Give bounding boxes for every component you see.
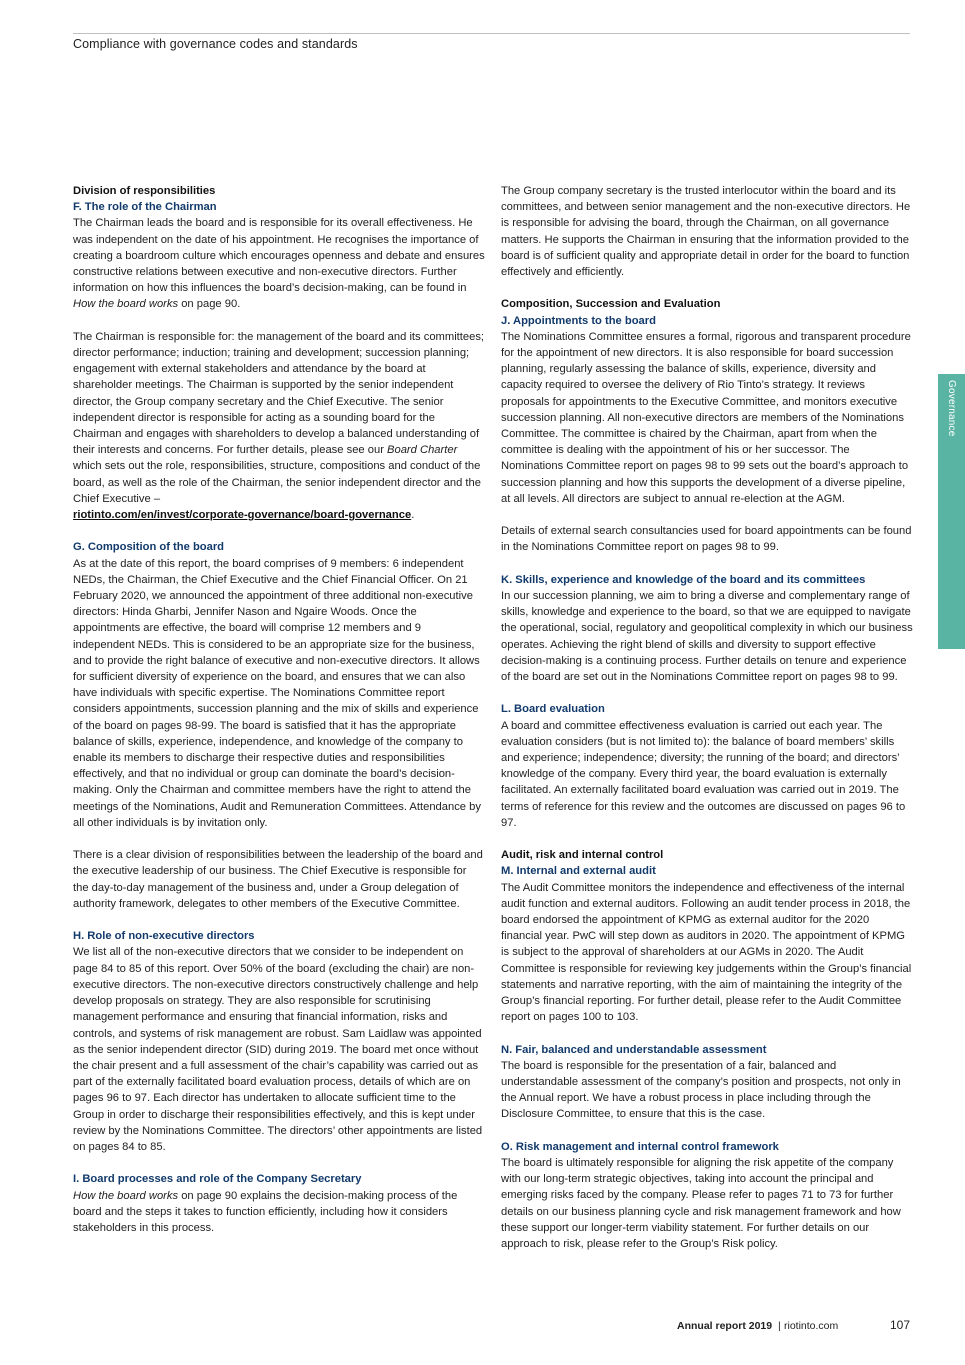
paragraph-l-1: A board and committee effectiveness evaluation is carried out each year. The evaluation considers (but is not limited to): the balance of board members’ skills and experience; independence; diversity; the running of the board; and directors’ knowledge of the company. Every third year, the board evaluation is externally facilitated. An externally facilitated board evaluation was carried out in 2019. The terms of reference for this review and the outcomes are discussed on pages 96 to 97. — [501, 719, 906, 829]
subheading-f-role-of-chairman: F. The role of the Chairman — [73, 201, 217, 214]
section-heading-audit: Audit, risk and internal control — [501, 849, 664, 862]
footer-separator: | — [778, 1320, 781, 1332]
paragraph-n-1: The board is responsible for the presentation of a fair, balanced and understandable assessment of the company’s position and prospects, not only in the Annual report. We have a robust process in place including through the Disclosure Committee, to ensure that this is the case. — [501, 1059, 901, 1121]
paragraph-h-1: We list all of the non-executive directors that we consider to be independent on page 84 to 85 of this report. Over 50% of the board (excluding the chair) are non-executive directors. The non-executive directors constructively challenge and help develop proposals on strategy. They are also responsible for scrutinising management performance and ensuring that financial information, risks and controls, and systems of risk management are robust. Sam Laidlaw was appointed as the senior independent director (SID) during 2019. The board met once without the chair present and a full assessment of the chair’s capability was carried out as part of the externally facilitated board evaluation process, details of which are on pages 96 to 97. Each director has undertaken to allocate sufficient time to the Group in order to discharge their responsibilities effectively, and this is kept under review by the Nominations Committee. The directors’ other appointments are listed on pages 84 to 85. — [73, 946, 483, 1153]
header-rule — [73, 33, 910, 34]
paragraph-g-1: As at the date of this report, the board comprises of 9 members: 6 independent NEDs, the Chairman, the Chief Executive and the Chief Financial Officer. On 21 February 2020, we announced the appointment of three additional non-executive directors: Hinda Gharbi, Jennifer Nason and Ngaire Woods. Once the appointments are effective, the board will comprise 12 members and 9 independent NEDs. This is considered to be an appropriate size for the business, and to provide the right balance of executive and non-executive directors. It allows for sufficient diversity of experience on the board, and ensures that we can also have individuals with specific expertise. The Nominations Committee report considers appointments, succession planning and the mix of skills and experience of the board on pages 98-99. The board is satisfied that it has the appropriate balance of skills, experience, independence, and knowledge of the company to enable its members to discharge their respective duties and responsibilities effectively, and that no individual or group can dominate the board’s decision-making. Only the Chairman and committee members have the right to attend the meetings of the Nominations, Audit and Remuneration Committees. Attendance by all other individuals is by invitation only. — [73, 557, 481, 829]
subheading-i-board-processes: I. Board processes and role of the Company Secretary — [73, 1173, 362, 1186]
emphasis-how-the-board-works-2: How the board works — [73, 1189, 179, 1202]
footer-site-link[interactable]: riotinto.com — [784, 1320, 839, 1332]
subheading-l-evaluation: L. Board evaluation — [501, 703, 605, 716]
subheading-k-skills: K. Skills, experience and knowledge of the board and its committees — [501, 573, 866, 586]
paragraph-o-1: The board is ultimately responsible for aligning the risk appetite of the company with our long-term strategic objectives, taking into account the principal and emerging risks faced by the company. Please refer to pages 71 to 73 for further details on our business planning cycle and risk management framework and how these support our longer-term viability statement. For further details on our approach to risk, please refer to the Group’s Risk policy. — [501, 1157, 901, 1251]
page-header-title: Compliance with governance codes and standards — [73, 37, 358, 51]
section-tab-governance[interactable] — [938, 374, 965, 649]
subheading-o-risk: O. Risk management and internal control framework — [501, 1140, 779, 1153]
paragraph-i-1: How the board works on page 90 explains the decision-making process of the board and the steps it takes to function efficiently, including how it considers stakeholders in this process. — [73, 1189, 458, 1234]
section-heading-division: Division of responsibilities — [73, 185, 216, 197]
emphasis-how-the-board-works: How the board works — [73, 298, 179, 311]
subheading-h-non-executive: H. Role of non-executive directors — [73, 930, 255, 943]
subheading-m-audit: M. Internal and external audit — [501, 865, 656, 878]
subheading-j-appointments: J. Appointments to the board — [501, 314, 656, 327]
paragraph-m-1: The Audit Committee monitors the independence and effectiveness of the internal audit function and external auditors. Following an audit tender process in 2018, the board endorsed the appointment of KPMG as external auditor for the 2020 financial year. PwC will step down as auditors in 2020. The appointment of KPMG is subject to the approval of shareholders at our AGMs in 2020. The Audit Committee is responsible for reviewing key judgements within the Group’s financial statements and narrative reporting, with the aim of maintaining the integrity of the Group’s financial reporting. For further detail, please refer to the Audit Committee report on pages 100 to 103. — [501, 881, 912, 1024]
section-tab-label: Governance — [946, 380, 957, 437]
paragraph-f-1: The Chairman leads the board and is responsible for its overall effectiveness. He was independent on the date of his appointment. He recognises the importance of creating a boardroom culture which encourages openness and debate and ensures constructive relations between executive and non-executive directors. Further information on how this influences the board’s decision-making, can be found in How the board works on page 90. — [73, 217, 485, 311]
paragraph-j-2: Details of external search consultancies used for board appointments can be found in the Nominations Committee report on pages 98 to 99. — [501, 525, 912, 554]
subheading-n-assessment: N. Fair, balanced and understandable assessment — [501, 1043, 767, 1056]
paragraph-company-secretary: The Group company secretary is the trusted interlocutor within the board and its committees, and between senior management and the non-executive directors. He is responsible for advising the board, through the Chairman, on all governance matters. He supports the Chairman in ensuring that the information provided to the board is of sufficient quality and appropriate detail in order for the board to function effectively and efficiently. — [501, 185, 911, 279]
paragraph-j-1: The Nominations Committee ensures a formal, rigorous and transparent procedure for the appointment of new directors. It is also responsible for board succession planning, regularly assessing the balance of skills, experience, diversity and capacity required to oversee the delivery of Rio Tinto’s strategy. It reviews proposals for appointments to the Executive Committee, and monitors executive succession planning. All non-executive directors are members of the Nominations Committee. The committee is chaired by the Chairman, apart from when the committee is dealing with the appointment of his or her successor. The Nominations Committee report on pages 98 to 99 sets out the board’s approach to succession planning and how this supports the development of a diverse pipeline, at all levels. All directors are subject to annual re-election at the AGM. — [501, 330, 911, 505]
section-heading-composition: Composition, Succession and Evaluation — [501, 298, 721, 311]
paragraph-k-1: In our succession planning, we aim to bring a diverse and complementary range of skills, knowledge and experience to the board, so that we are equipped to navigate the operational, social, regulatory and geopolitical complexity in which our business operates. Achieving the right blend of skills and diversity to support effective decision-making is a continuing process. Further details on tenure and experience of the board are set out in the Nominations Committee report on pages 98 to 99. — [501, 590, 913, 684]
left-column — [73, 183, 485, 1236]
paragraph-f-2: The Chairman is responsible for: the management of the board and its committees; director performance; induction; training and development; succession planning; engagement with external stakeholders and attendance by the board at shareholder meetings. The Chairman is supported by the senior independent director, the Group company secretary and the Chief Executive. The senior independent director is responsible for acting as a sounding board for the Chairman and engages with shareholders to develop a balanced understanding of their interests and concerns. For further details, please see our Board Charter which sets out the role, responsibilities, structure, compositions and conduct of the board, as well as the role of the Chairman, the senior independent director and the Chief Executive – riotinto.com/en/invest/corporate-governance/board-governance. — [73, 330, 485, 522]
board-governance-link[interactable]: riotinto.com/en/invest/corporate-governance/board-governance — [73, 509, 412, 522]
page-number: 107 — [890, 1318, 911, 1332]
subheading-g-composition: G. Composition of the board — [73, 541, 225, 554]
paragraph-g-2: There is a clear division of responsibilities between the leadership of the board and the executive leadership of our business. The Chief Executive is responsible for the day-to-day management of the business and, under a Group delegation of authority framework, delegates to other members of the Executive Committee. — [73, 849, 483, 910]
right-column — [501, 183, 913, 1252]
emphasis-board-charter: Board Charter — [387, 444, 458, 457]
footer-report-title: Annual report 2019 — [677, 1320, 773, 1332]
